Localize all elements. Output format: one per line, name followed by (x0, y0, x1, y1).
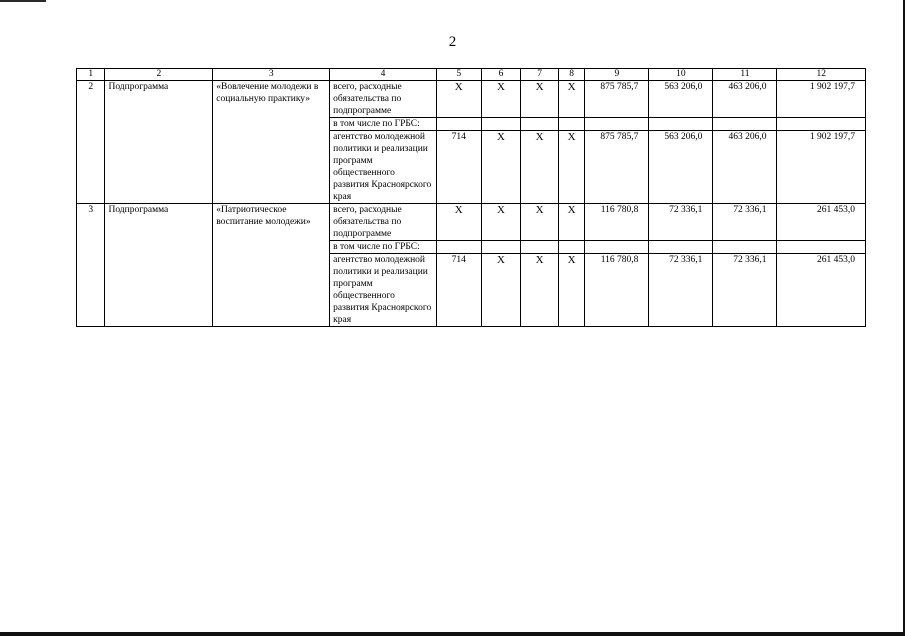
value-cell: X (481, 131, 521, 204)
col-header: 7 (521, 69, 559, 81)
col-header: 5 (436, 69, 481, 81)
value-cell: X (521, 131, 559, 204)
value-cell: 563 206,0 (649, 131, 713, 204)
scan-edge-top (0, 0, 46, 2)
status-cell: Подпрограмма (105, 81, 213, 204)
value-cell: 875 785,7 (585, 81, 649, 118)
value-cell: X (558, 131, 584, 204)
agency-label: агентство молодежной политики и реализации программ общественного развития Красноярского края (330, 254, 437, 327)
col-header: 6 (481, 69, 521, 81)
value-cell: 261 453,0 (777, 254, 866, 327)
table-row (77, 81, 866, 118)
col-header: 2 (105, 69, 213, 81)
value-cell: X (521, 204, 559, 241)
value-cell: 116 780,8 (585, 254, 649, 327)
value-cell: X (558, 204, 584, 241)
row-number: 2 (77, 81, 105, 204)
value-cell: X (481, 254, 521, 327)
value-cell: X (558, 81, 584, 118)
total-label: всего, расходные обязательства по подпрограмме (330, 81, 437, 118)
total-label: всего, расходные обязательства по подпрограмме (330, 204, 437, 241)
col-header: 1 (77, 69, 105, 81)
status-cell: Подпрограмма (105, 204, 213, 327)
value-cell: 463 206,0 (713, 81, 777, 118)
value-cell: X (521, 81, 559, 118)
value-cell: 1 902 197,7 (777, 131, 866, 204)
value-cell: 261 453,0 (777, 204, 866, 241)
value-cell: 1 902 197,7 (777, 81, 866, 118)
value-cell: 714 (436, 131, 481, 204)
subprogram-name: «Патриотическое воспитание молодежи» (213, 204, 330, 327)
table-row (77, 204, 866, 241)
value-cell: X (436, 204, 481, 241)
value-cell: 463 206,0 (713, 131, 777, 204)
value-cell: 875 785,7 (585, 131, 649, 204)
value-cell: 72 336,1 (649, 204, 713, 241)
page-number: 2 (448, 34, 457, 50)
col-header: 12 (777, 69, 866, 81)
value-cell: X (521, 254, 559, 327)
agency-label: агентство молодежной политики и реализации программ общественного развития Красноярского края (330, 131, 437, 204)
row-number: 3 (77, 204, 105, 327)
value-cell: X (436, 81, 481, 118)
value-cell: 116 780,8 (585, 204, 649, 241)
value-cell: X (558, 254, 584, 327)
budget-table (76, 68, 866, 327)
col-header: 9 (585, 69, 649, 81)
col-header: 10 (649, 69, 713, 81)
value-cell: 563 206,0 (649, 81, 713, 118)
value-cell: 714 (436, 254, 481, 327)
col-header: 3 (213, 69, 330, 81)
header-row (77, 69, 866, 81)
value-cell: X (481, 204, 521, 241)
col-header: 8 (558, 69, 584, 81)
including-label: в том числе по ГРБС: (330, 118, 437, 131)
value-cell: X (481, 81, 521, 118)
including-label: в том числе по ГРБС: (330, 241, 437, 254)
col-header: 11 (713, 69, 777, 81)
col-header: 4 (330, 69, 437, 81)
value-cell: 72 336,1 (649, 254, 713, 327)
value-cell: 72 336,1 (713, 204, 777, 241)
value-cell: 72 336,1 (713, 254, 777, 327)
scan-edge-bottom (0, 632, 905, 636)
subprogram-name: «Вовлечение молодежи в социальную практику» (213, 81, 330, 204)
